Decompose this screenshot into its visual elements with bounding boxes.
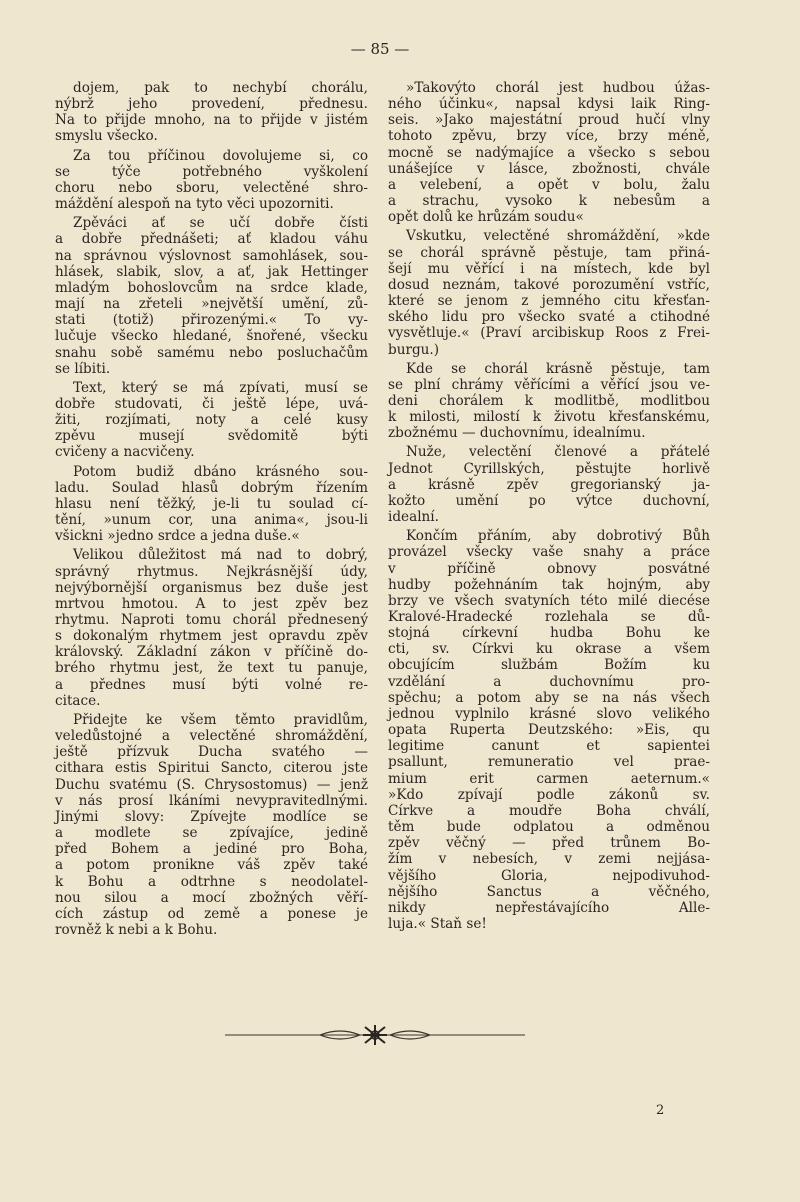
text-line: a strachu, vysoko k nebesům a <box>388 193 710 210</box>
text-line: a potom pronikne váš zpěv také <box>55 857 368 874</box>
text-line: »Kdo zpívají podle zákonů sv. <box>388 786 710 803</box>
text-line: Text, který se má zpívati, musí se <box>73 379 368 396</box>
text-line: vysvětluje.« (Praví arcibiskup Roos z Frei- <box>388 325 710 342</box>
text-line: nikdy nepřestávajícího Alle- <box>388 899 710 916</box>
text-line: snahu sobě samému nebo posluchačům <box>55 344 368 361</box>
text-line: nějšího Sanctus a věčného, <box>388 883 710 900</box>
text-line: které se jenom z jemného citu křesťan- <box>388 293 710 310</box>
text-line: Jednot Cyrillských, pěstujte horlivě <box>388 460 710 477</box>
paragraph <box>388 228 710 357</box>
text-line: Jinými slovy: Zpívejte modlíce se <box>55 808 368 825</box>
signature-mark: 2 <box>656 1103 665 1118</box>
text-line: stati (totiž) přirozenými.« To vy- <box>55 312 368 329</box>
text-line: máždění alespoň na tyto věci upozorniti. <box>55 196 334 213</box>
text-line: královský. Základní zákon v příčině do- <box>55 644 368 661</box>
text-line: žiti, rozjímati, noty a celé kusy <box>55 412 368 429</box>
text-line: »Takovýto chorál jest hudbou úžas- <box>406 80 710 96</box>
text-line: Zpěváci ať se učí dobře čísti <box>73 215 368 232</box>
text-line: opata Ruperta Deutzského: »Eis, qu <box>388 722 710 739</box>
text-line: seis. »Jako majestátní proud hučí vlny <box>388 112 710 129</box>
text-line: se líbiti. <box>55 360 111 377</box>
text-line: legitime canunt et sapientei <box>388 738 710 755</box>
text-line: a modlete se zpívajíce, jedině <box>55 825 368 842</box>
paragraph <box>55 547 368 709</box>
text-line: a přednes musí býti volné re- <box>55 676 368 693</box>
text-line: vzdělání a duchovnímu pro- <box>388 673 710 690</box>
text-line: ladu. Soulad hlasů dobrým řízením <box>55 479 368 496</box>
text-line: a velebení, a opět v bolu, žalu <box>388 176 710 193</box>
text-line: se plní chrámy věřícími a věřící jsou ve- <box>388 376 710 393</box>
text-line: mocně se nadýmajíce a všecko s sebou <box>388 144 710 161</box>
text-line: veledůstojné a velectěné shromáždění, <box>55 728 368 745</box>
text-line: před Bohem a jediné pro Boha, <box>55 841 368 858</box>
paragraph <box>388 361 710 442</box>
text-line: tohoto zpěvu, brzy více, brzy méně, <box>388 128 710 145</box>
text-line: zpěv věčný — před trůnem Bo- <box>388 835 710 852</box>
text-line: mrtvou hmotou. A to jest zpěv bez <box>55 595 368 612</box>
text-line: nejvýbornější organismus bez duše jest <box>55 579 368 596</box>
text-line: choru nebo sboru, velectěné shro- <box>55 179 368 196</box>
text-line: Kde se chorál krásně pěstuje, tam <box>406 360 710 377</box>
text-line: mladým bohoslovcům na srdce klade, <box>55 279 368 296</box>
text-line: ještě přízvuk Ducha svatého — <box>55 744 368 761</box>
text-line: v příčině obnovy posvátné <box>388 560 710 577</box>
text-line: Velikou důležitost má nad to dobrý, <box>73 547 368 564</box>
left-column <box>55 80 368 941</box>
text-line: hlasu není těžký, je-li tu soulad cí- <box>55 495 368 512</box>
page-number: — 85 — <box>350 40 410 58</box>
text-line: dobře studovati, či ještě lépe, uvá- <box>55 395 368 412</box>
text-line: nou silou a mocí zbožných věří- <box>55 889 368 906</box>
text-line: cti, sv. Církvi ku okrase a všem <box>388 641 710 658</box>
text-line: Kralové-Hradecké rozlehala se dů- <box>388 609 710 625</box>
text-line: správný rhytmus. Nejkrásnější údy, <box>55 563 368 580</box>
text-line: idealní. <box>388 509 439 526</box>
text-line: Potom budiž dbáno krásného sou- <box>73 463 368 480</box>
text-line: mají na zřeteli »největší umění, zů- <box>55 296 368 313</box>
text-line: smyslu všecko. <box>55 128 158 145</box>
paragraph <box>388 444 710 525</box>
text-line: a krásně zpěv gregorianský ja- <box>388 476 710 493</box>
text-line: unášejíce v lásce, zbožnosti, chvále <box>388 160 710 177</box>
ornament-divider <box>225 1024 525 1046</box>
text-line: se týče potřebného vyškolení <box>55 163 368 180</box>
text-line: ského lidu pro všecko svaté a ctihodné <box>388 309 710 326</box>
text-line: deni chorálem k modlitbě, modlitbou <box>388 392 710 409</box>
text-line: ného účinku«, napsal kdysi laik Ring- <box>388 96 710 113</box>
text-line: k milosti, milostí k životu křesťanskému, <box>388 409 710 426</box>
text-line: nýbrž jeho provedení, přednesu. <box>55 96 368 113</box>
paragraph <box>388 80 710 225</box>
text-line: Přidejte ke všem těmto pravidlům, <box>73 711 368 728</box>
text-line: Duchu svatému (S. Chrysostomus) — jenž <box>55 776 368 793</box>
text-line: všickni »jedno srdce a jedna duše.« <box>55 528 300 545</box>
text-line: na správnou výslovnost samohlásek, sou- <box>55 247 368 264</box>
text-line: šejí mu věřící i na místech, kde byl <box>388 260 710 277</box>
text-line: citace. <box>55 692 101 709</box>
text-line: provázel všecky vaše snahy a práce <box>388 544 710 561</box>
paragraph <box>388 528 710 932</box>
text-line: hudby požehnáním tak hojným, aby <box>388 576 710 593</box>
text-line: hlásek, slabik, slov, a ať, jak Hettinger <box>55 263 368 280</box>
paragraph <box>55 380 368 461</box>
text-line: a dobře přednášeti; ať kladou váhu <box>55 231 368 248</box>
paragraph <box>55 712 368 938</box>
paragraph <box>55 148 368 213</box>
text-line: těm bude odplatou a odměnou <box>388 819 710 836</box>
text-line: vějšího Gloria, nejpodivuhod- <box>388 867 710 884</box>
text-line: Za tou příčinou dovolujeme si, co <box>73 147 368 164</box>
text-line: tění, »unum cor, una anima«, jsou-li <box>55 512 368 529</box>
right-column <box>388 80 710 935</box>
text-line: Církve a moudře Boha chválí, <box>388 802 710 819</box>
text-line: psallunt, remuneratio vel prae- <box>388 754 710 771</box>
text-line: cvičeny a nacvičeny. <box>55 444 195 461</box>
text-line: brzy ve všech svatyních této milé diecése <box>388 592 710 609</box>
text-line: cithara estis Spiritui Sancto, citerou jste <box>55 760 368 777</box>
text-line: opět dolů ke hrůzám soudu« <box>388 209 584 226</box>
text-line: dojem, pak to nechybí chorálu, <box>73 80 368 96</box>
text-line: cích zástup od země a ponese je <box>55 905 368 922</box>
text-line: luja.« Staň se! <box>388 915 487 932</box>
text-line: stojná církevní hudba Bohu ke <box>388 625 710 642</box>
text-line: rhytmu. Naproti tomu chorál přednesený <box>55 612 368 628</box>
text-line: s dokonalým rhytmem jest opravdu zpěv <box>55 628 368 645</box>
paragraph <box>55 215 368 377</box>
text-line: burgu.) <box>388 341 440 358</box>
text-line: Nuže, velectění členové a přátelé <box>406 444 710 461</box>
text-line: k Bohu a odtrhne s neodolatel- <box>55 873 368 890</box>
text-line: spěchu; a potom aby se na nás všech <box>388 689 710 706</box>
text-line: jednou vyplnilo krásné slovo velikého <box>388 705 710 722</box>
text-line: brého rhytmu jest, že text tu panuje, <box>55 660 368 677</box>
text-line: lučuje všecko hledané, šnořené, všecku <box>55 328 368 345</box>
text-line: obcujícím službám Božím ku <box>388 657 710 674</box>
paragraph <box>55 464 368 545</box>
text-line: žím v nebesích, v zemi nejjása- <box>388 851 710 868</box>
text-line: Končím přáním, aby dobrotivý Bůh <box>406 528 710 545</box>
text-line: zbožnému — duchovnímu, idealnímu. <box>388 425 646 442</box>
text-line: Vskutku, velectěné shromáždění, »kde <box>406 228 710 245</box>
text-line: rovněž k nebi a k Bohu. <box>55 921 218 938</box>
text-line: se chorál správně pěstuje, tam přiná- <box>388 244 710 261</box>
text-line: zpěvu musejí svědomitě býti <box>55 428 368 445</box>
text-line: v nás prosí lkáními nevypravitedlnými. <box>55 792 368 809</box>
text-line: dosud neznám, takové porozumění vstříc, <box>388 276 710 293</box>
text-line: Na to přijde mnoho, na to přijde v jistém <box>55 112 368 129</box>
text-line: kožto umění po výtce duchovní, <box>388 492 710 509</box>
text-line: mium erit carmen aeternum.« <box>388 770 710 787</box>
paragraph <box>55 80 368 145</box>
